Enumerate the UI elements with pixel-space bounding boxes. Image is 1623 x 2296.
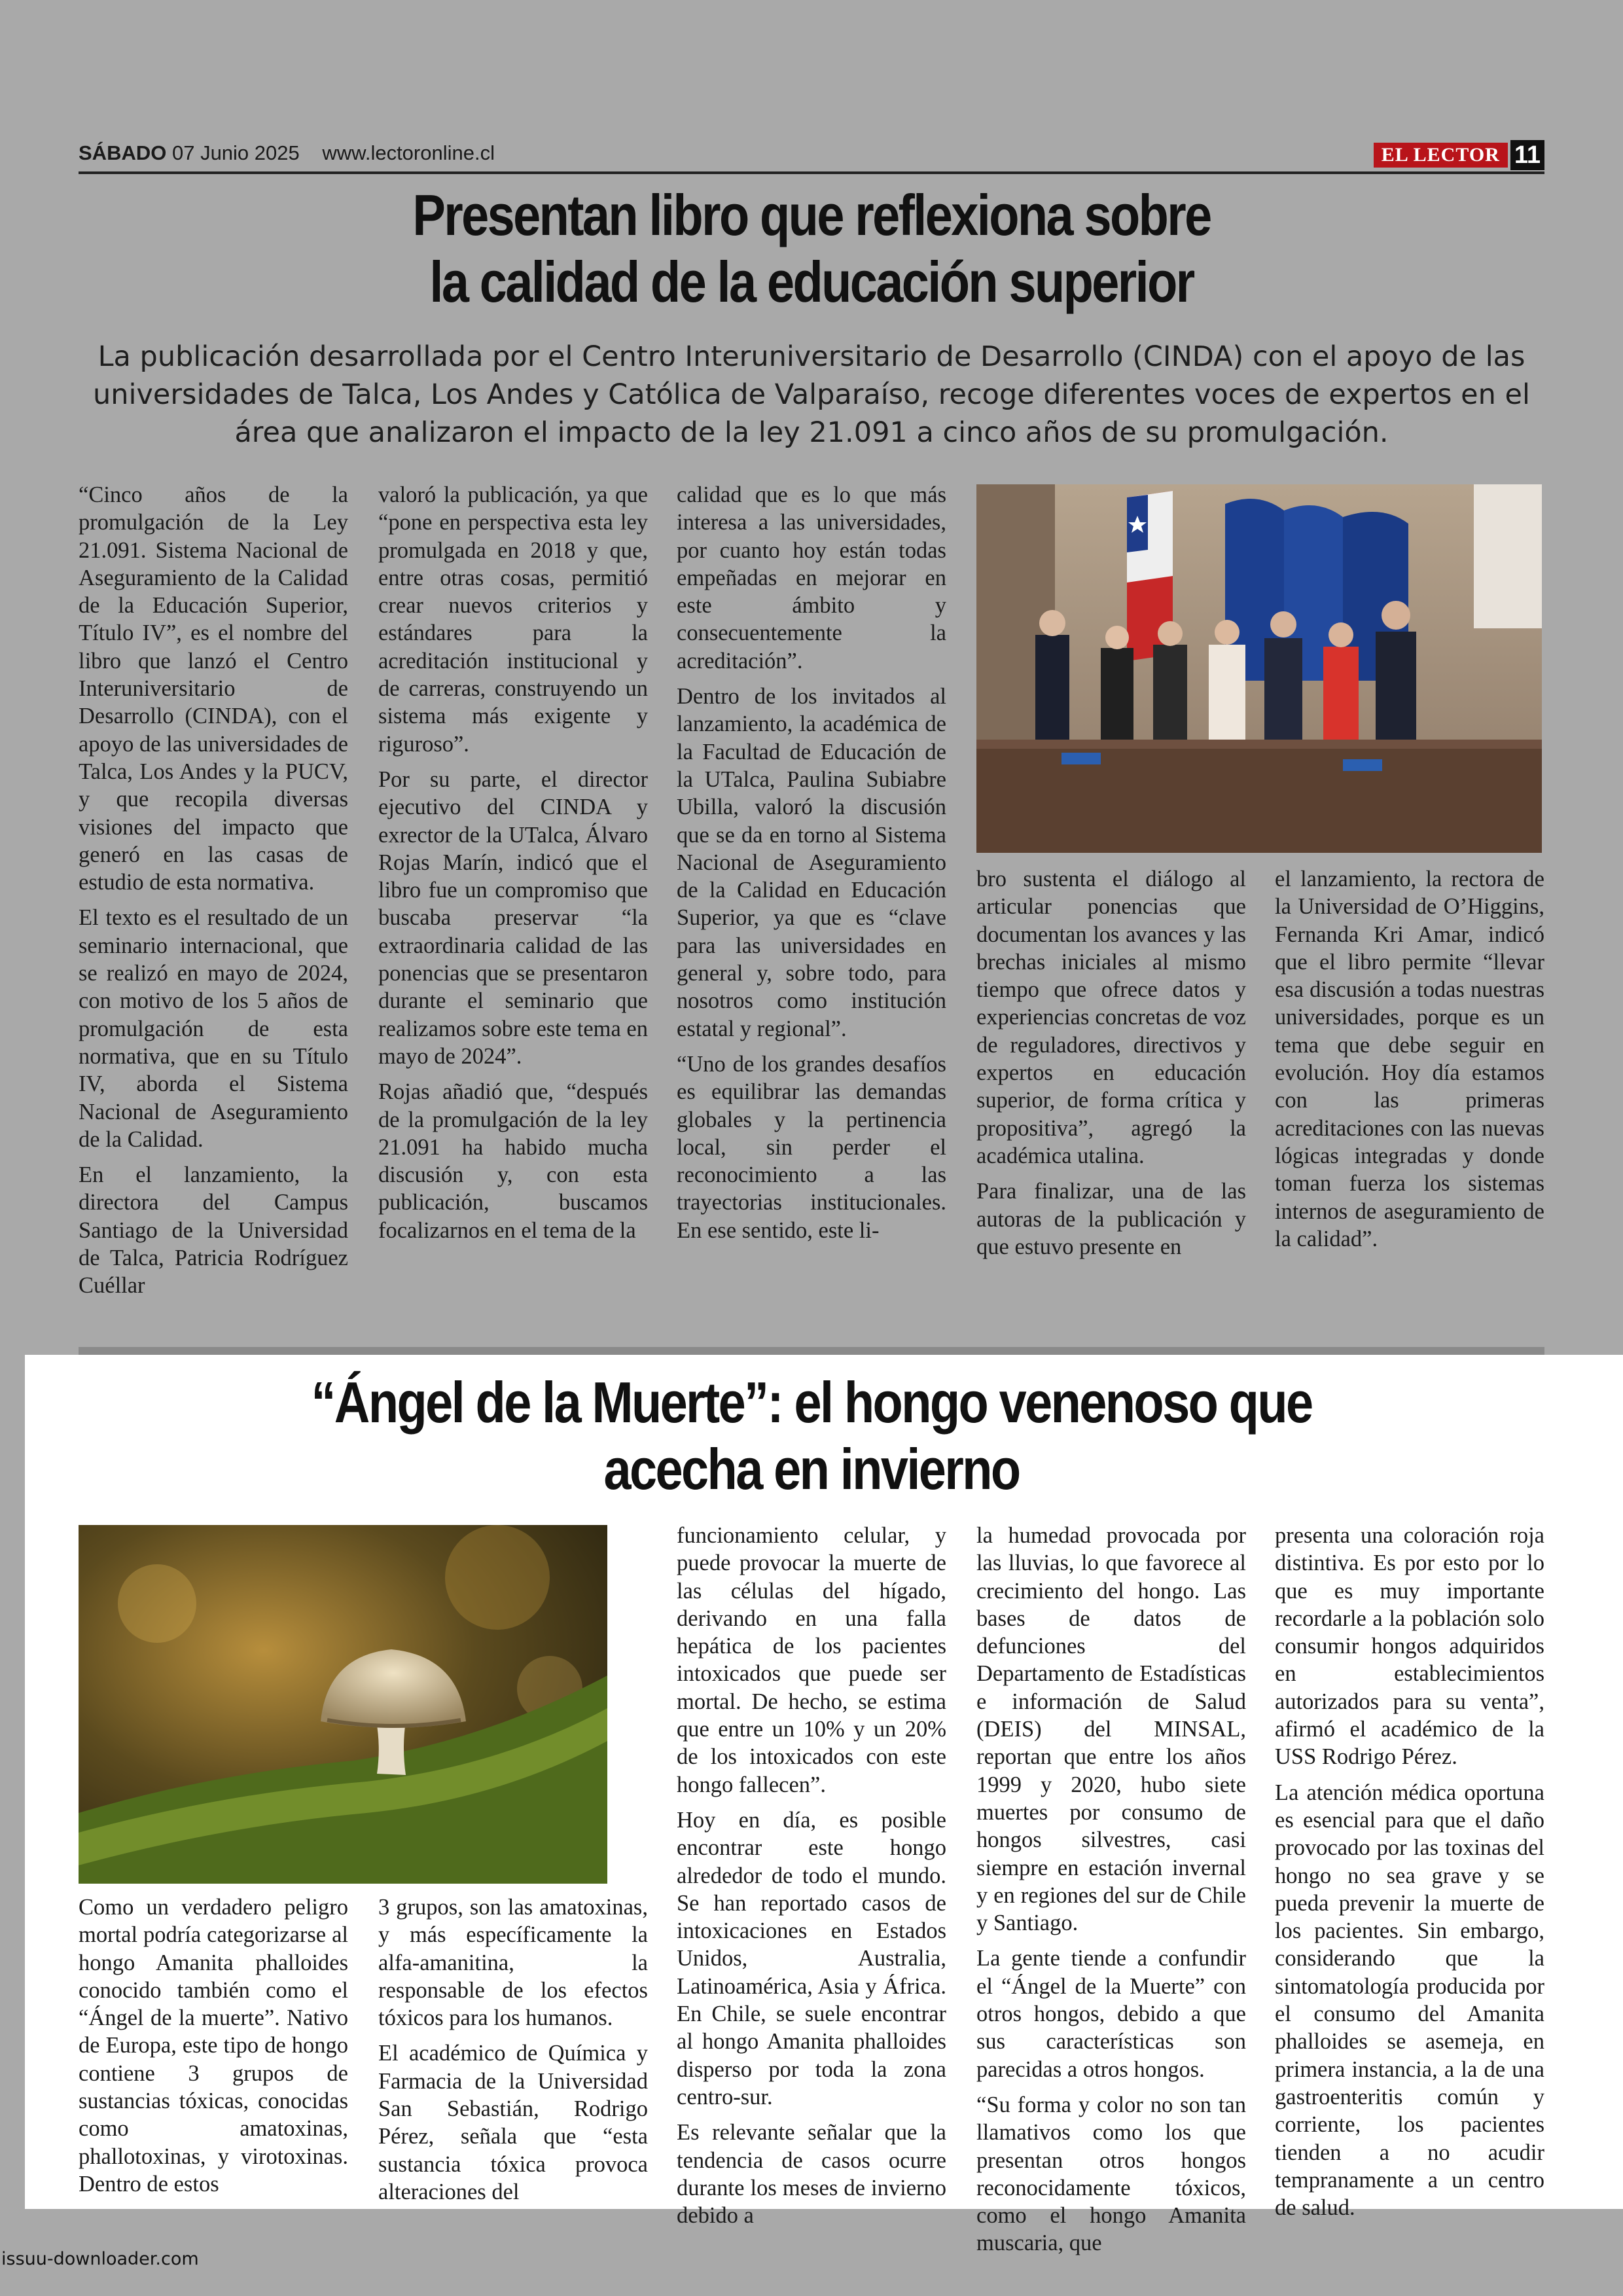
paragraph: calidad que es lo que más interesa a las universidades, por cuanto hoy están todas empeñadas en mejorar en este ámbito y consecuentemente la acreditación”. (677, 482, 946, 673)
article1-column-4 (976, 865, 1246, 1268)
page-number: 11 (1510, 140, 1544, 170)
article2-title-line2: acecha en invierno (603, 1437, 1020, 1501)
article2-column-3 (677, 1522, 946, 2237)
article1-column-3 (677, 481, 946, 1252)
paragraph: La atención médica oportuna es esencial para que el daño provocado por las toxinas del hongo no sea grave y se pueda prevenir la muerte de los pacientes. Sin embargo, considerando que la sintomatología producida por el consumo del Amanita phalloides se asemeja, en primera instancia, a la de una gastroenteritis común y corriente, los pacientes tienden a no acudir tempranamente a un centro de salud. (1275, 1780, 1544, 2221)
article1-column-1 (79, 481, 348, 1308)
article2-column-1 (79, 1893, 348, 2206)
article1-deck-line2: universidades de Talca, Los Andes y Católica de Valparaíso, recoge diferentes voces de expertos en el (93, 378, 1530, 411)
paragraph: Dentro de los invitados al lanzamiento, la académica de la Facultad de Educación de la UTalca, Paulina Subiabre Ubilla, valoró la discusión que se da en torno al Sistema Nacional de Aseguramiento de la Calidad en Educación Superior, ya que es “clave para las universidades en general y, sobre todo, para nosotros como institución estatal y regional”. (677, 684, 946, 1041)
paragraph: la humedad provocada por las lluvias, lo que favorece al crecimiento del hongo. Las bases de datos de defunciones del Departamento de Estadísticas e información de Salud (DEIS) del MINSAL, reportan que entre los años 1999 y 2020, hubo siete muertes por consumo de hongos silvestres, casi siempre en estación invernal y en regiones del sur de Chile y Santiago. (976, 1523, 1246, 1936)
logo-name: EL LECTOR (1374, 143, 1508, 168)
paragraph: Rojas añadió que, “después de la promulgación de la ley 21.091 ha habido mucha discusión y, con esta publicación, buscamos focalizarnos en el tema de la (378, 1079, 648, 1243)
article2-column-4 (976, 1522, 1246, 2265)
article1-title-line1: Presentan libro que reflexiona sobre (412, 183, 1211, 247)
paragraph: presenta una coloración roja distintiva. Es por esto por lo que es muy importante recordarle a la población solo consumir hongos adquiridos en establecimientos autorizados para su venta”, afirmó el académico de la USS Rodrigo Pérez. (1275, 1523, 1544, 1770)
header-day: SÁBADO (79, 141, 167, 164)
article2-title-line1: “Ángel de la Muerte”: el hongo venenoso que (311, 1370, 1312, 1435)
watermark: issuu-downloader.com (1, 2249, 199, 2269)
paragraph: Es relevante señalar que la tendencia de casos ocurre durante los meses de invierno debido a (677, 2120, 946, 2229)
paragraph: “Uno de los grandes desafíos es equilibrar las demandas globales y la pertinencia local, sin perder el reconocimiento a las trayectorias institucionales. En ese sentido, este li- (677, 1051, 946, 1243)
article1-deck-line3: área que analizaron el impacto de la ley 21.091 a cinco años de su promulgación. (234, 416, 1389, 449)
group-photo-icon (976, 484, 1542, 853)
paragraph: bro sustenta el diálogo al articular ponencias que documentan los avances y las brechas iniciales al mismo tiempo que ofrece datos y experiencias concretas de voz de reguladores, directivos y expertos en educación superior, de forma crítica y propositiva”, agregó la académica utalina. (976, 867, 1246, 1168)
section-divider (79, 1347, 1544, 1355)
header-date: 07 Junio 2025 (171, 141, 300, 164)
paragraph: funcionamiento celular, y puede provocar la muerte de las células del hígado, derivando en una falla hepática de los pacientes intoxicados que puede ser mortal. De hecho, se estima que entre un 10% y un 20% de los intoxicados con este hongo fallecen”. (677, 1523, 946, 1797)
article1-column-2 (378, 481, 648, 1252)
article1-deck (79, 338, 1544, 452)
paragraph: El texto es el resultado de un seminario internacional, que se realizó en mayo de 2024, con motivo de los 5 años de promulgación de esta normativa, que en su Título IV, aborda el Sistema Nacional de Aseguramiento de la Calidad. (79, 905, 348, 1152)
paragraph: La gente tiende a confundir el “Ángel de la Muerte” con otros hongos, debido a que sus características son parecidas a otros hongos. (976, 1946, 1246, 2082)
paragraph: “Su forma y color no son tan llamativos como los que presentan otros hongos reconocidamente tóxicos, como el hongo Amanita muscaria, que (976, 2092, 1246, 2256)
page-header (79, 141, 1544, 170)
group-photo (976, 484, 1542, 853)
paragraph: Para finalizar, una de las autoras de la publicación y que estuvo presente en (976, 1179, 1246, 1259)
paragraph: el lanzamiento, la rectora de la Universidad de O’Higgins, Fernanda Kri Amar, indicó que el libro permite “llevar esa discusión a todas nuestras universidades, porque es un tema que debe seguir en evolución. Hoy día estamos con las primeras acreditaciones con las nuevas lógicas integradas y donde toman fuerza los sistemas internos de aseguramiento de la calidad”. (1275, 867, 1544, 1251)
mushroom-icon (79, 1525, 607, 1884)
header-rule (79, 171, 1544, 174)
newspaper-logo (1374, 140, 1544, 170)
paragraph: “Cinco años de la promulgación de la Ley 21.091. Sistema Nacional de Aseguramiento de la Calidad de la Educación Superior, Título IV”, es el nombre del libro que lanzó el Centro Interuniversitario de Desarrollo (CINDA), con el apoyo de las universidades de Talca, Los Andes y la PUCV, y que recopila diversas visiones del impacto que generó en las casas de estudio de esta normativa. (79, 482, 348, 895)
article2-column-2 (378, 1893, 648, 2214)
header-site[interactable]: www.lectoronline.cl (322, 141, 495, 164)
paragraph: Por su parte, el director ejecutivo del CINDA y exrector de la UTalca, Álvaro Rojas Marín, indicó que el libro fue un compromiso que buscaba preservar “la extraordinaria calidad de las ponencias que se presentaron durante el seminario que realizamos sobre este tema en mayo de 2024”. (378, 766, 648, 1069)
paragraph: 3 grupos, son las amatoxinas, y más específicamente la alfa-amanitina, la responsable de los efectos tóxicos para los humanos. (378, 1895, 648, 2031)
article1-title (181, 182, 1442, 315)
article1-column-5 (1275, 865, 1544, 1261)
article1-title-line2: la calidad de la educación superior (429, 249, 1194, 314)
article2-column-5 (1275, 1522, 1544, 2229)
paragraph: Hoy en día, es posible encontrar este hongo alrededor de todo el mundo. Se han reportado casos de intoxicaciones en Estados Unidos, Australia, Latinoamérica, Asia y África. En Chile, se suele encontrar al hongo Amanita phalloides disperso por toda la zona centro-sur. (677, 1807, 946, 2109)
article1-deck-line1: La publicación desarrollada por el Centro Interuniversitario de Desarrollo (CINDA) con el apoyo de las (98, 340, 1525, 373)
paragraph: Como un verdadero peligro mortal podría categorizarse al hongo Amanita phalloides conocido también como el “Ángel de la muerte”. Nativo de Europa, este tipo de hongo contiene 3 grupos de sustancias tóxicas, conocidas como amatoxinas, phallotoxinas, y virotoxinas. Dentro de estos (79, 1895, 348, 2197)
article2-title (181, 1369, 1442, 1503)
mushroom-photo (79, 1525, 607, 1884)
paragraph: valoró la publicación, ya que “pone en perspectiva esta ley promulgada en 2018 y que, entre otras cosas, permitió crear nuevos criterios y estándares para la acreditación institucional y de carreras, construyendo un sistema más exigente y riguroso”. (378, 482, 648, 757)
paragraph: El académico de Química y Farmacia de la Universidad San Sebastián, Rodrigo Pérez, señala que “esta sustancia tóxica provoca alteraciones del (378, 2041, 648, 2204)
paragraph: En el lanzamiento, la directora del Campus Santiago de la Universidad de Talca, Patricia Rodríguez Cuéllar (79, 1162, 348, 1299)
